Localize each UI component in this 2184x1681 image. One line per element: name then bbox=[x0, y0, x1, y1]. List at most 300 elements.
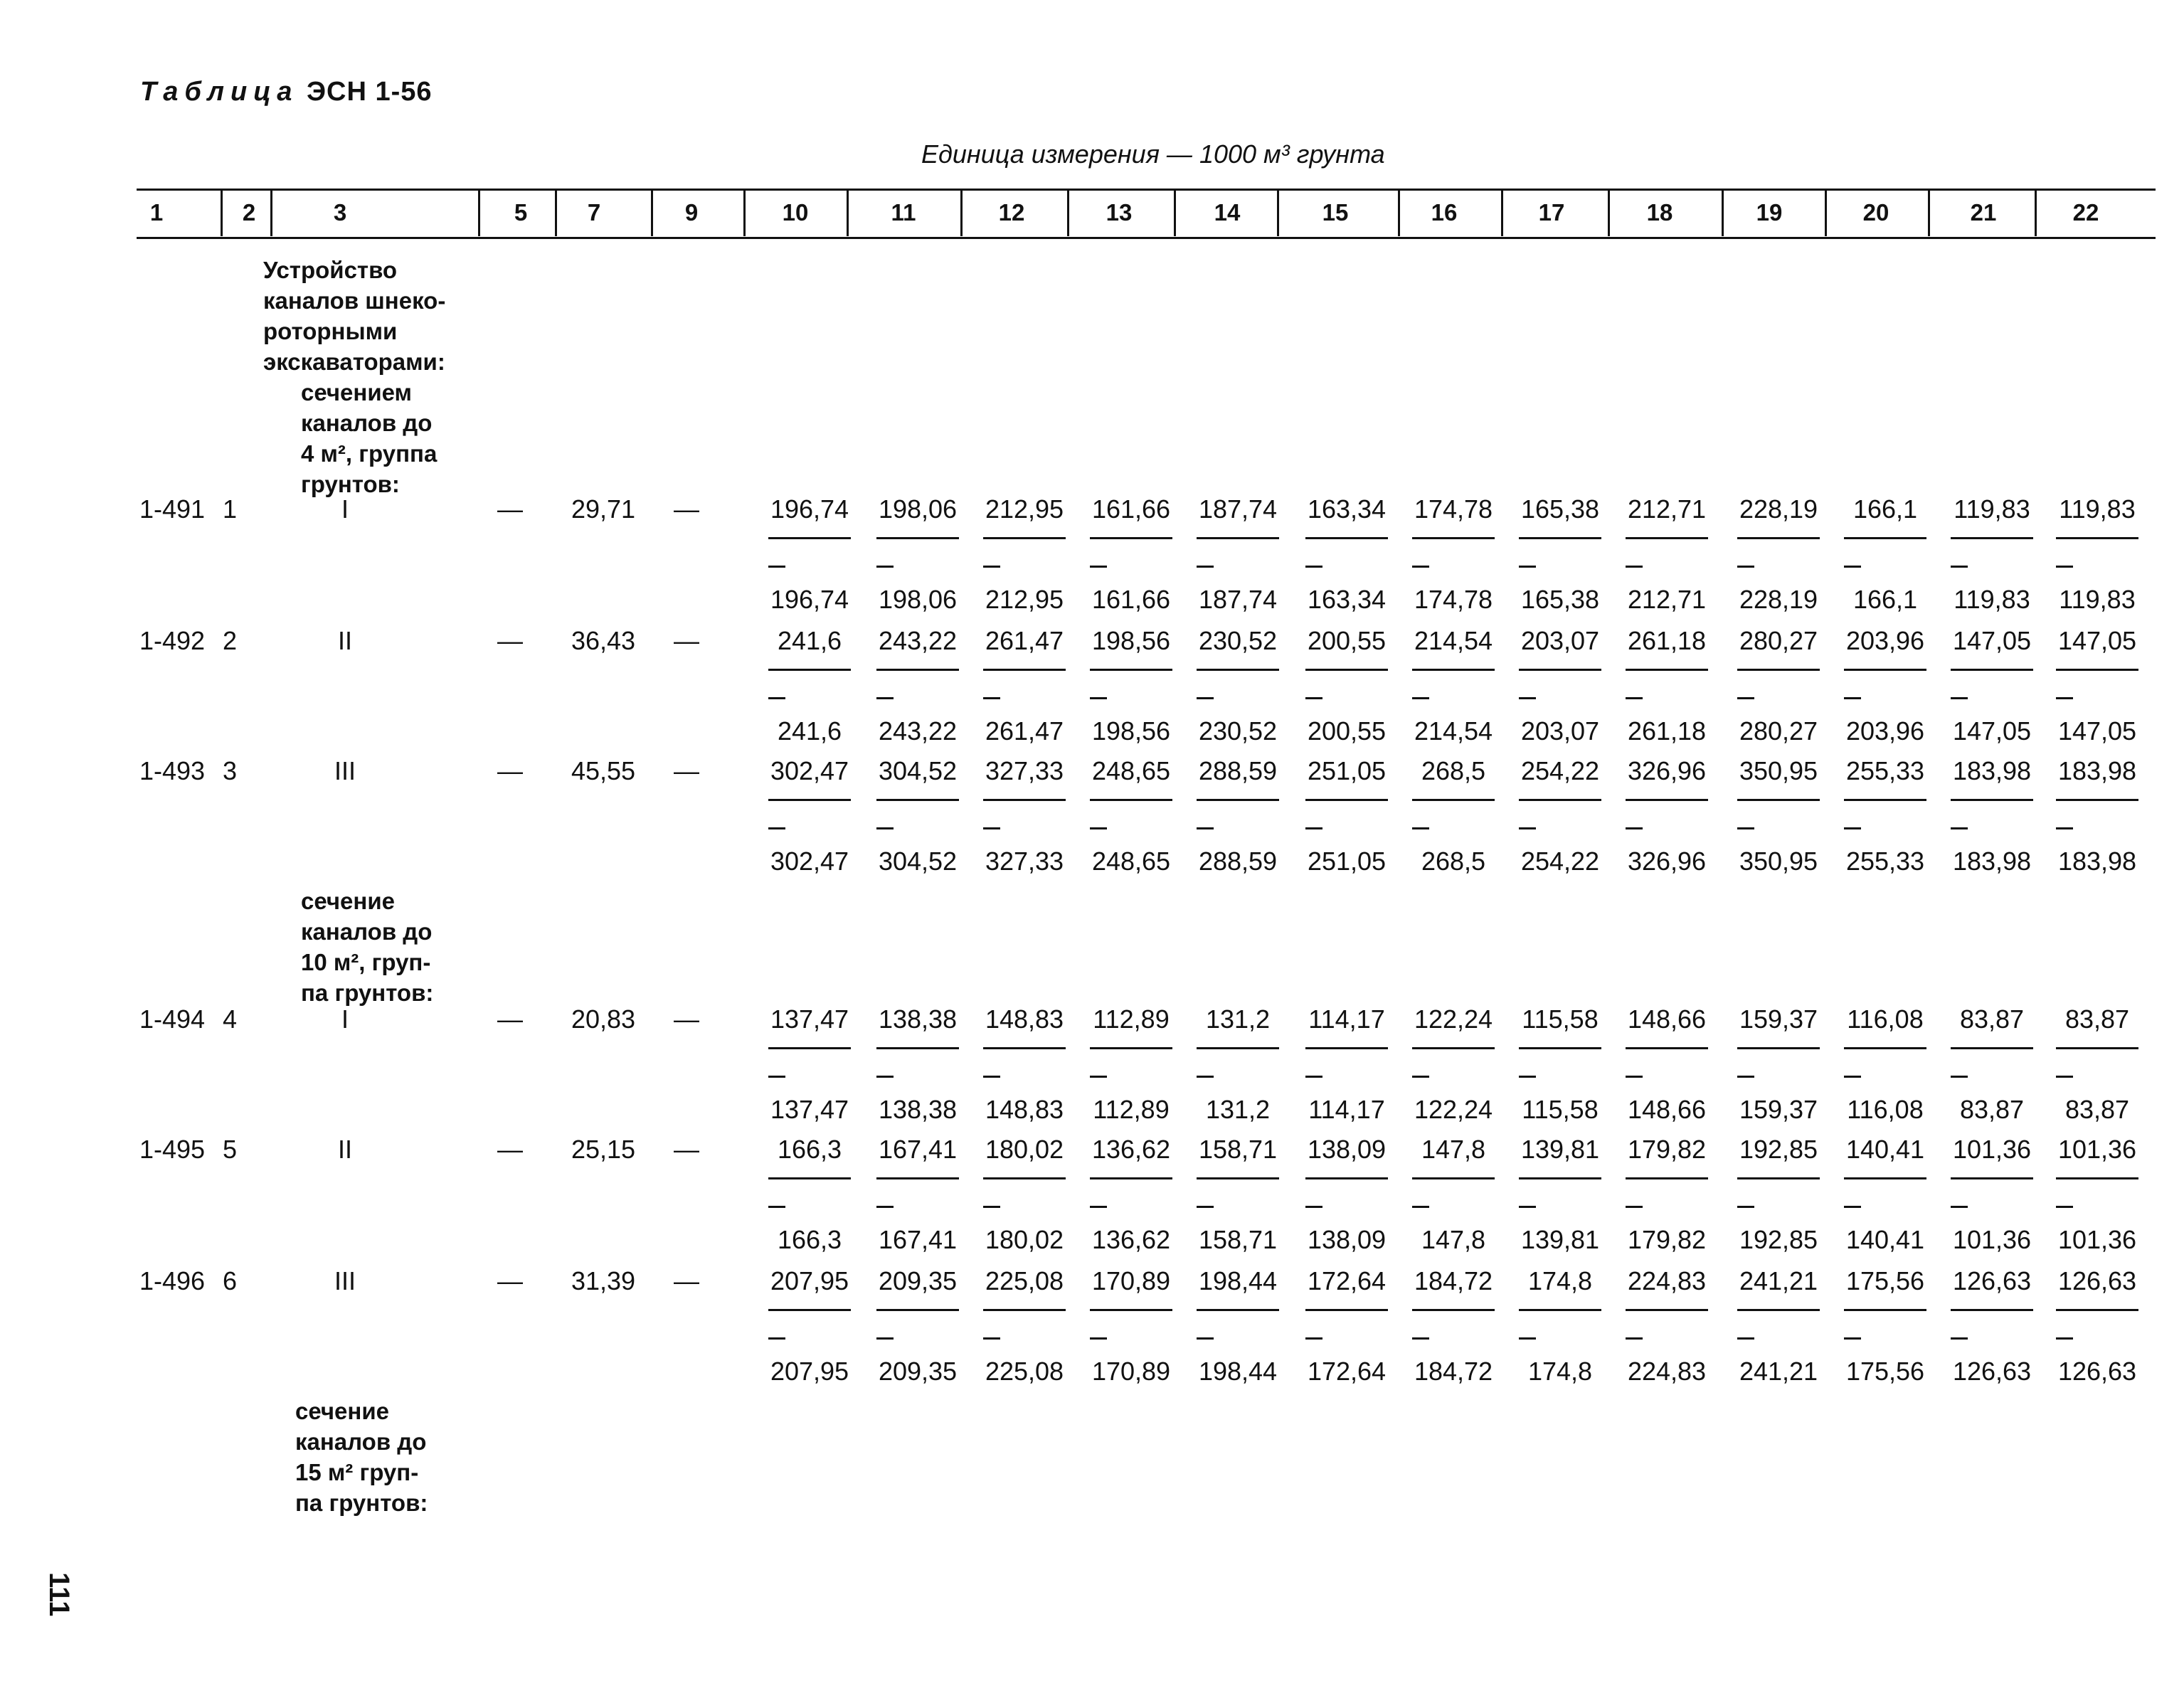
cell-value: 170,89 bbox=[1091, 1266, 1171, 1295]
cell-value-repeat: 196,74 bbox=[770, 585, 849, 614]
cell-value: 137,47 bbox=[770, 1004, 849, 1034]
fraction-line bbox=[1951, 669, 2033, 671]
cell-value: 268,5 bbox=[1421, 756, 1486, 785]
cell-value-repeat: 161,66 bbox=[1091, 585, 1171, 614]
dash-mark bbox=[1197, 1337, 1214, 1340]
row-col-7: 29,71 bbox=[571, 494, 636, 524]
section-subheading-line: каналов до bbox=[295, 1428, 427, 1455]
dash-mark bbox=[1305, 566, 1322, 568]
cell-value-repeat: 179,82 bbox=[1627, 1225, 1707, 1254]
cell-value: 147,05 bbox=[1952, 626, 2032, 655]
cell-value-repeat: 203,07 bbox=[1520, 716, 1600, 746]
fraction-line bbox=[768, 1309, 851, 1311]
section-subheading-line: грунтов: bbox=[301, 471, 400, 497]
column-header-3: 3 bbox=[333, 199, 347, 226]
cell-value-repeat: 198,56 bbox=[1091, 716, 1171, 746]
row-code: 1-493 bbox=[139, 756, 206, 785]
fraction-line bbox=[1626, 1177, 1708, 1179]
cell-value-repeat: 158,71 bbox=[1198, 1225, 1278, 1254]
unit-label: Единица измерения — 1000 м³ грунта bbox=[921, 139, 1385, 169]
cell-value-repeat: 350,95 bbox=[1739, 847, 1818, 876]
cell-value: 147,8 bbox=[1421, 1135, 1486, 1164]
cell-value-repeat: 175,56 bbox=[1845, 1357, 1925, 1386]
page-number: 111 bbox=[43, 1572, 75, 1617]
column-header-14: 14 bbox=[1214, 199, 1241, 226]
section-subheading-line: сечение bbox=[301, 888, 395, 914]
cell-value: 350,95 bbox=[1739, 756, 1818, 785]
fraction-line bbox=[1305, 1047, 1388, 1049]
column-header-5: 5 bbox=[514, 199, 528, 226]
cell-value-repeat: 126,63 bbox=[1952, 1357, 2032, 1386]
dash-mark bbox=[1737, 1337, 1754, 1340]
fraction-line bbox=[1197, 799, 1279, 801]
cell-value-repeat: 214,54 bbox=[1414, 716, 1493, 746]
dash-mark bbox=[2056, 827, 2073, 829]
header-top-rule bbox=[137, 189, 2156, 191]
dash-mark bbox=[1519, 1076, 1536, 1078]
cell-value-repeat: 326,96 bbox=[1627, 847, 1707, 876]
cell-value: 174,8 bbox=[1527, 1266, 1593, 1295]
cell-value: 261,47 bbox=[985, 626, 1064, 655]
fraction-line bbox=[1519, 669, 1601, 671]
dash-mark bbox=[1090, 1337, 1107, 1340]
section-subheading-line: па грунтов: bbox=[301, 980, 434, 1006]
row-col-7: 20,83 bbox=[571, 1004, 636, 1034]
cell-value: 209,35 bbox=[878, 1266, 958, 1295]
cell-value-repeat: 187,74 bbox=[1198, 585, 1278, 614]
fraction-line bbox=[1737, 1309, 1820, 1311]
dash-mark bbox=[1737, 1076, 1754, 1078]
cell-value: 207,95 bbox=[770, 1266, 849, 1295]
dash-mark bbox=[1197, 566, 1214, 568]
cell-value-repeat: 126,63 bbox=[2057, 1357, 2137, 1386]
fraction-line bbox=[983, 669, 1066, 671]
cell-value-repeat: 147,05 bbox=[2057, 716, 2137, 746]
cell-value: 165,38 bbox=[1520, 494, 1600, 524]
row-code: 1-494 bbox=[139, 1004, 206, 1034]
cell-value-repeat: 207,95 bbox=[770, 1357, 849, 1386]
cell-value-repeat: 83,87 bbox=[1959, 1095, 2025, 1124]
column-separator bbox=[1928, 191, 1930, 236]
cell-value-repeat: 159,37 bbox=[1739, 1095, 1818, 1124]
column-header-10: 10 bbox=[782, 199, 809, 226]
dash-mark bbox=[1737, 697, 1754, 699]
fraction-line bbox=[768, 799, 851, 801]
cell-value-repeat: 241,6 bbox=[777, 716, 842, 746]
row-col-5: — bbox=[497, 1266, 523, 1295]
dash-mark bbox=[1412, 1206, 1429, 1208]
cell-value: 172,64 bbox=[1307, 1266, 1387, 1295]
cell-value-repeat: 136,62 bbox=[1091, 1225, 1171, 1254]
dash-mark bbox=[1951, 697, 1968, 699]
section-subheading-line: сечение bbox=[295, 1398, 389, 1424]
dash-mark bbox=[1197, 697, 1214, 699]
dash-mark bbox=[1519, 1206, 1536, 1208]
cell-value-repeat: 138,38 bbox=[878, 1095, 958, 1124]
cell-value-repeat: 166,1 bbox=[1852, 585, 1918, 614]
fraction-line bbox=[1951, 537, 2033, 539]
fraction-line bbox=[1951, 799, 2033, 801]
dash-mark bbox=[1090, 1206, 1107, 1208]
cell-value-repeat: 198,44 bbox=[1198, 1357, 1278, 1386]
dash-mark bbox=[1519, 827, 1536, 829]
dash-mark bbox=[1737, 566, 1754, 568]
cell-value: 225,08 bbox=[985, 1266, 1064, 1295]
cell-value: 114,17 bbox=[1308, 1004, 1385, 1034]
fraction-line bbox=[1626, 799, 1708, 801]
fraction-line bbox=[1412, 1047, 1495, 1049]
cell-value: 122,24 bbox=[1414, 1004, 1493, 1034]
fraction-line bbox=[983, 1309, 1066, 1311]
cell-value-repeat: 261,18 bbox=[1627, 716, 1707, 746]
dash-mark bbox=[768, 1206, 785, 1208]
cell-value: 280,27 bbox=[1739, 626, 1818, 655]
fraction-line bbox=[1626, 1309, 1708, 1311]
dash-mark bbox=[1305, 697, 1322, 699]
cell-value: 192,85 bbox=[1739, 1135, 1818, 1164]
row-col-9: — bbox=[674, 626, 699, 655]
dash-mark bbox=[1844, 1206, 1861, 1208]
row-col-5: — bbox=[497, 494, 523, 524]
cell-value: 139,81 bbox=[1520, 1135, 1600, 1164]
cell-value: 183,98 bbox=[2057, 756, 2137, 785]
cell-value-repeat: 200,55 bbox=[1307, 716, 1387, 746]
fraction-line bbox=[1737, 537, 1820, 539]
cell-value-repeat: 203,96 bbox=[1845, 716, 1925, 746]
column-header-7: 7 bbox=[587, 199, 601, 226]
cell-value: 198,44 bbox=[1198, 1266, 1278, 1295]
column-header-21: 21 bbox=[1970, 199, 1997, 226]
column-separator bbox=[1067, 191, 1069, 236]
dash-mark bbox=[1412, 1337, 1429, 1340]
cell-value-repeat: 115,58 bbox=[1522, 1095, 1599, 1124]
column-separator bbox=[1277, 191, 1279, 236]
fraction-line bbox=[768, 669, 851, 671]
fraction-line bbox=[876, 1309, 959, 1311]
cell-value-repeat: 139,81 bbox=[1520, 1225, 1600, 1254]
cell-value: 138,09 bbox=[1307, 1135, 1387, 1164]
section-subheading-line: 10 м², груп- bbox=[301, 949, 431, 975]
column-header-19: 19 bbox=[1756, 199, 1783, 226]
dash-mark bbox=[1412, 697, 1429, 699]
row-col-5: — bbox=[497, 626, 523, 655]
fraction-line bbox=[1951, 1309, 2033, 1311]
dash-mark bbox=[768, 1076, 785, 1078]
cell-value-repeat: 225,08 bbox=[985, 1357, 1064, 1386]
cell-value: 326,96 bbox=[1627, 756, 1707, 785]
fraction-line bbox=[1197, 1177, 1279, 1179]
row-number: 5 bbox=[222, 1135, 238, 1164]
cell-value: 304,52 bbox=[878, 756, 958, 785]
fraction-line bbox=[1412, 799, 1495, 801]
cell-value-repeat: 148,83 bbox=[985, 1095, 1064, 1124]
cell-value-repeat: 251,05 bbox=[1307, 847, 1387, 876]
row-code: 1-492 bbox=[139, 626, 206, 655]
fraction-line bbox=[876, 1177, 959, 1179]
cell-value: 200,55 bbox=[1307, 626, 1387, 655]
cell-value-repeat: 165,38 bbox=[1520, 585, 1600, 614]
column-header-9: 9 bbox=[684, 199, 699, 226]
fraction-line bbox=[768, 1047, 851, 1049]
row-soil-group: II bbox=[337, 626, 353, 655]
cell-value-repeat: 248,65 bbox=[1091, 847, 1171, 876]
dash-mark bbox=[1412, 566, 1429, 568]
fraction-line bbox=[2056, 669, 2138, 671]
cell-value-repeat: 140,41 bbox=[1845, 1225, 1925, 1254]
dash-mark bbox=[1626, 827, 1643, 829]
column-separator bbox=[1722, 191, 1724, 236]
cell-value: 112,89 bbox=[1093, 1004, 1170, 1034]
cell-value: 101,36 bbox=[2057, 1135, 2137, 1164]
fraction-line bbox=[876, 799, 959, 801]
dash-mark bbox=[1519, 566, 1536, 568]
cell-value: 228,19 bbox=[1739, 494, 1818, 524]
fraction-line bbox=[1519, 1047, 1601, 1049]
dash-mark bbox=[1844, 1337, 1861, 1340]
fraction-line bbox=[1626, 537, 1708, 539]
fraction-line bbox=[2056, 1047, 2138, 1049]
dash-mark bbox=[983, 1337, 1000, 1340]
dash-mark bbox=[2056, 1337, 2073, 1340]
column-header-20: 20 bbox=[1862, 199, 1889, 226]
column-header-12: 12 bbox=[998, 199, 1025, 226]
cell-value: 179,82 bbox=[1627, 1135, 1707, 1164]
dash-mark bbox=[1412, 827, 1429, 829]
cell-value: 183,98 bbox=[1952, 756, 2032, 785]
dash-mark bbox=[1626, 1076, 1643, 1078]
section-heading-line: роторными bbox=[263, 318, 398, 344]
dash-mark bbox=[1305, 827, 1322, 829]
cell-value-repeat: 114,17 bbox=[1308, 1095, 1385, 1124]
fraction-line bbox=[1519, 1309, 1601, 1311]
cell-value: 140,41 bbox=[1845, 1135, 1925, 1164]
fraction-line bbox=[768, 1177, 851, 1179]
cell-value-repeat: 180,02 bbox=[985, 1225, 1064, 1254]
cell-value: 255,33 bbox=[1845, 756, 1925, 785]
cell-value: 212,95 bbox=[985, 494, 1064, 524]
cell-value: 254,22 bbox=[1520, 756, 1600, 785]
cell-value: 116,08 bbox=[1847, 1004, 1924, 1034]
cell-value: 261,18 bbox=[1627, 626, 1707, 655]
dash-mark bbox=[1844, 697, 1861, 699]
cell-value: 180,02 bbox=[985, 1135, 1064, 1164]
cell-value: 248,65 bbox=[1091, 756, 1171, 785]
fraction-line bbox=[2056, 1177, 2138, 1179]
cell-value-repeat: 327,33 bbox=[985, 847, 1064, 876]
cell-value-repeat: 101,36 bbox=[1952, 1225, 2032, 1254]
cell-value-repeat: 138,09 bbox=[1307, 1225, 1387, 1254]
fraction-line bbox=[1844, 1177, 1926, 1179]
row-number: 4 bbox=[222, 1004, 238, 1034]
dash-mark bbox=[1305, 1337, 1322, 1340]
cell-value: 161,66 bbox=[1091, 494, 1171, 524]
dash-mark bbox=[983, 566, 1000, 568]
cell-value: 138,38 bbox=[878, 1004, 958, 1034]
fraction-line bbox=[1626, 669, 1708, 671]
dash-mark bbox=[876, 697, 894, 699]
dash-mark bbox=[1519, 697, 1536, 699]
cell-value: 148,83 bbox=[985, 1004, 1064, 1034]
dash-mark bbox=[983, 1076, 1000, 1078]
fraction-line bbox=[983, 1047, 1066, 1049]
column-header-1: 1 bbox=[149, 199, 164, 226]
cell-value-repeat: 183,98 bbox=[1952, 847, 2032, 876]
cell-value-repeat: 230,52 bbox=[1198, 716, 1278, 746]
fraction-line bbox=[2056, 537, 2138, 539]
dash-mark bbox=[876, 1337, 894, 1340]
dash-mark bbox=[1844, 566, 1861, 568]
fraction-line bbox=[1090, 1309, 1172, 1311]
cell-value: 159,37 bbox=[1739, 1004, 1818, 1034]
column-separator bbox=[2035, 191, 2037, 236]
dash-mark bbox=[1090, 1076, 1107, 1078]
row-soil-group: I bbox=[341, 1004, 349, 1034]
dash-mark bbox=[1197, 1206, 1214, 1208]
row-soil-group: I bbox=[341, 494, 349, 524]
dash-mark bbox=[1197, 1076, 1214, 1078]
section-subheading-line: 15 м² груп- bbox=[295, 1459, 419, 1485]
cell-value-repeat: 166,3 bbox=[777, 1225, 842, 1254]
fraction-line bbox=[983, 1177, 1066, 1179]
dash-mark bbox=[1951, 1337, 1968, 1340]
column-header-17: 17 bbox=[1538, 199, 1565, 226]
cell-value-repeat: 83,87 bbox=[2064, 1095, 2130, 1124]
cell-value-repeat: 172,64 bbox=[1307, 1357, 1387, 1386]
fraction-line bbox=[1412, 537, 1495, 539]
cell-value-repeat: 147,05 bbox=[1952, 716, 2032, 746]
cell-value-repeat: 268,5 bbox=[1421, 847, 1486, 876]
dash-mark bbox=[2056, 1206, 2073, 1208]
cell-value-repeat: 255,33 bbox=[1845, 847, 1925, 876]
cell-value: 243,22 bbox=[878, 626, 958, 655]
fraction-line bbox=[1090, 1047, 1172, 1049]
row-col-7: 36,43 bbox=[571, 626, 636, 655]
cell-value: 115,58 bbox=[1522, 1004, 1599, 1034]
row-code: 1-491 bbox=[139, 494, 206, 524]
dash-mark bbox=[1626, 697, 1643, 699]
cell-value: 327,33 bbox=[985, 756, 1064, 785]
cell-value: 167,41 bbox=[878, 1135, 958, 1164]
column-separator bbox=[221, 191, 223, 236]
fraction-line bbox=[768, 537, 851, 539]
table-title bbox=[140, 77, 433, 107]
table-title-prefix: Таблица bbox=[140, 77, 299, 107]
row-soil-group: III bbox=[334, 756, 356, 785]
dash-mark bbox=[983, 697, 1000, 699]
dash-mark bbox=[1519, 1337, 1536, 1340]
section-subheading-line: 4 м², группа bbox=[301, 440, 438, 467]
cell-value-repeat: 288,59 bbox=[1198, 847, 1278, 876]
dash-mark bbox=[768, 827, 785, 829]
fraction-line bbox=[1197, 1047, 1279, 1049]
fraction-line bbox=[1305, 537, 1388, 539]
fraction-line bbox=[1519, 537, 1601, 539]
fraction-line bbox=[1519, 1177, 1601, 1179]
row-col-5: — bbox=[497, 1135, 523, 1164]
row-col-9: — bbox=[674, 1266, 699, 1295]
cell-value-repeat: 167,41 bbox=[878, 1225, 958, 1254]
fraction-line bbox=[1737, 1047, 1820, 1049]
fraction-line bbox=[1844, 537, 1926, 539]
dash-mark bbox=[1844, 827, 1861, 829]
cell-value-repeat: 163,34 bbox=[1307, 585, 1387, 614]
cell-value: 101,36 bbox=[1952, 1135, 2032, 1164]
row-col-9: — bbox=[674, 1135, 699, 1164]
column-separator bbox=[1501, 191, 1503, 236]
cell-value: 119,83 bbox=[1954, 494, 2030, 524]
cell-value-repeat: 131,2 bbox=[1205, 1095, 1271, 1124]
cell-value: 174,78 bbox=[1414, 494, 1493, 524]
fraction-line bbox=[1412, 669, 1495, 671]
cell-value: 198,56 bbox=[1091, 626, 1171, 655]
fraction-line bbox=[1412, 1309, 1495, 1311]
row-number: 1 bbox=[222, 494, 238, 524]
fraction-line bbox=[1412, 1177, 1495, 1179]
cell-value-repeat: 209,35 bbox=[878, 1357, 958, 1386]
fraction-line bbox=[1305, 799, 1388, 801]
fraction-line bbox=[1090, 537, 1172, 539]
cell-value: 251,05 bbox=[1307, 756, 1387, 785]
cell-value-repeat: 302,47 bbox=[770, 847, 849, 876]
section-heading-line: Устройство bbox=[263, 257, 398, 283]
section-subheading-line: каналов до bbox=[301, 410, 433, 436]
dash-mark bbox=[1951, 566, 1968, 568]
column-separator bbox=[1825, 191, 1827, 236]
cell-value: 83,87 bbox=[2064, 1004, 2130, 1034]
cell-value: 196,74 bbox=[770, 494, 849, 524]
column-header-15: 15 bbox=[1322, 199, 1349, 226]
fraction-line bbox=[1951, 1047, 2033, 1049]
cell-value: 241,21 bbox=[1739, 1266, 1818, 1295]
fraction-line bbox=[1197, 1309, 1279, 1311]
cell-value: 83,87 bbox=[1959, 1004, 2025, 1034]
cell-value: 119,83 bbox=[2059, 494, 2136, 524]
dash-mark bbox=[1951, 1076, 1968, 1078]
row-col-5: — bbox=[497, 1004, 523, 1034]
row-col-7: 45,55 bbox=[571, 756, 636, 785]
cell-value: 198,06 bbox=[878, 494, 958, 524]
cell-value-repeat: 116,08 bbox=[1847, 1095, 1924, 1124]
cell-value-repeat: 228,19 bbox=[1739, 585, 1818, 614]
dash-mark bbox=[1626, 566, 1643, 568]
cell-value: 302,47 bbox=[770, 756, 849, 785]
cell-value-repeat: 101,36 bbox=[2057, 1225, 2137, 1254]
cell-value: 288,59 bbox=[1198, 756, 1278, 785]
cell-value: 158,71 bbox=[1198, 1135, 1278, 1164]
cell-value-repeat: 280,27 bbox=[1739, 716, 1818, 746]
fraction-line bbox=[1737, 669, 1820, 671]
dash-mark bbox=[1626, 1337, 1643, 1340]
row-number: 2 bbox=[222, 626, 238, 655]
cell-value-repeat: 119,83 bbox=[2059, 585, 2136, 614]
dash-mark bbox=[1951, 1206, 1968, 1208]
cell-value: 212,71 bbox=[1627, 494, 1707, 524]
cell-value: 166,1 bbox=[1852, 494, 1918, 524]
cell-value: 214,54 bbox=[1414, 626, 1493, 655]
cell-value: 147,05 bbox=[2057, 626, 2137, 655]
cell-value-repeat: 254,22 bbox=[1520, 847, 1600, 876]
fraction-line bbox=[1090, 1177, 1172, 1179]
fraction-line bbox=[876, 669, 959, 671]
cell-value-repeat: 137,47 bbox=[770, 1095, 849, 1124]
cell-value-repeat: 261,47 bbox=[985, 716, 1064, 746]
header-bottom-rule bbox=[137, 237, 2156, 239]
fraction-line bbox=[1737, 799, 1820, 801]
section-subheading-line: па грунтов: bbox=[295, 1490, 428, 1516]
fraction-line bbox=[1626, 1047, 1708, 1049]
column-separator bbox=[270, 191, 272, 236]
fraction-line bbox=[1197, 669, 1279, 671]
